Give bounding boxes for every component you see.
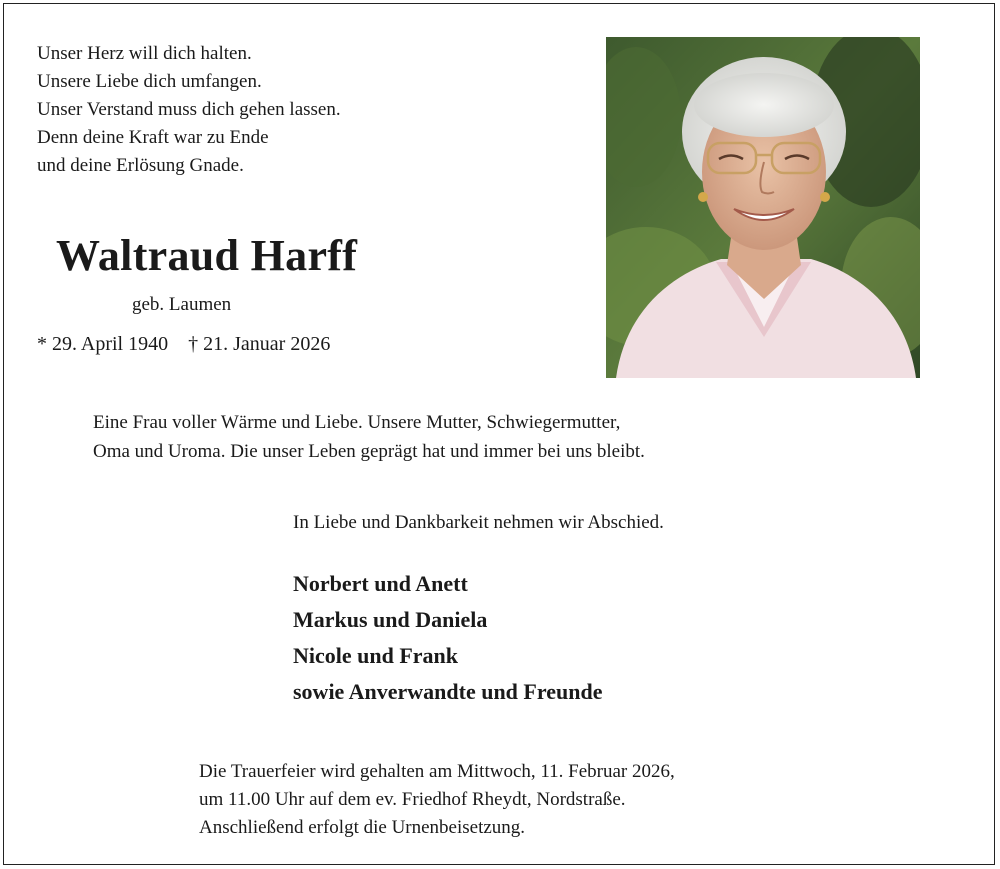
poem-line: Unsere Liebe dich umfangen. <box>37 71 262 92</box>
service-line: Anschließend erfolgt die Urnenbeisetzung. <box>199 817 526 838</box>
poem-line: Unser Herz will dich halten. <box>37 43 252 64</box>
poem-line: und deine Erlösung Gnade. <box>37 155 244 176</box>
mourner-name: Markus und Daniela <box>293 607 488 632</box>
tribute-text <box>93 408 645 466</box>
tribute-line: Oma und Uroma. Die unser Leben geprägt hat und immer bei uns bleibt. <box>93 441 645 462</box>
tribute-line: Eine Frau voller Wärme und Liebe. Unsere Mutter, Schwiegermutter, <box>93 412 621 433</box>
poem <box>37 40 341 180</box>
birth-date: * 29. April 1940 <box>37 333 169 355</box>
portrait-photo <box>606 37 920 378</box>
deceased-name: Waltraud Harff <box>56 231 358 280</box>
life-dates <box>37 333 330 356</box>
poem-line: Denn deine Kraft war zu Ende <box>37 127 269 148</box>
service-line: Die Trauerfeier wird gehalten am Mittwoch, 11. Februar 2026, <box>199 761 675 782</box>
mourners-list <box>293 566 602 710</box>
death-date: † 21. Januar 2026 <box>188 333 331 355</box>
farewell-line: In Liebe und Dankbarkeit nehmen wir Abschied. <box>293 512 664 533</box>
service-line: um 11.00 Uhr auf dem ev. Friedhof Rheydt, Nordstraße. <box>199 789 626 810</box>
mourner-name: sowie Anverwandte und Freunde <box>293 679 603 704</box>
service-details <box>199 758 675 842</box>
obituary-notice <box>3 3 995 865</box>
mourner-name: Nicole und Frank <box>293 643 459 668</box>
poem-line: Unser Verstand muss dich gehen lassen. <box>37 99 341 120</box>
mourner-name: Norbert und Anett <box>293 571 468 596</box>
maiden-name: geb. Laumen <box>132 294 232 315</box>
